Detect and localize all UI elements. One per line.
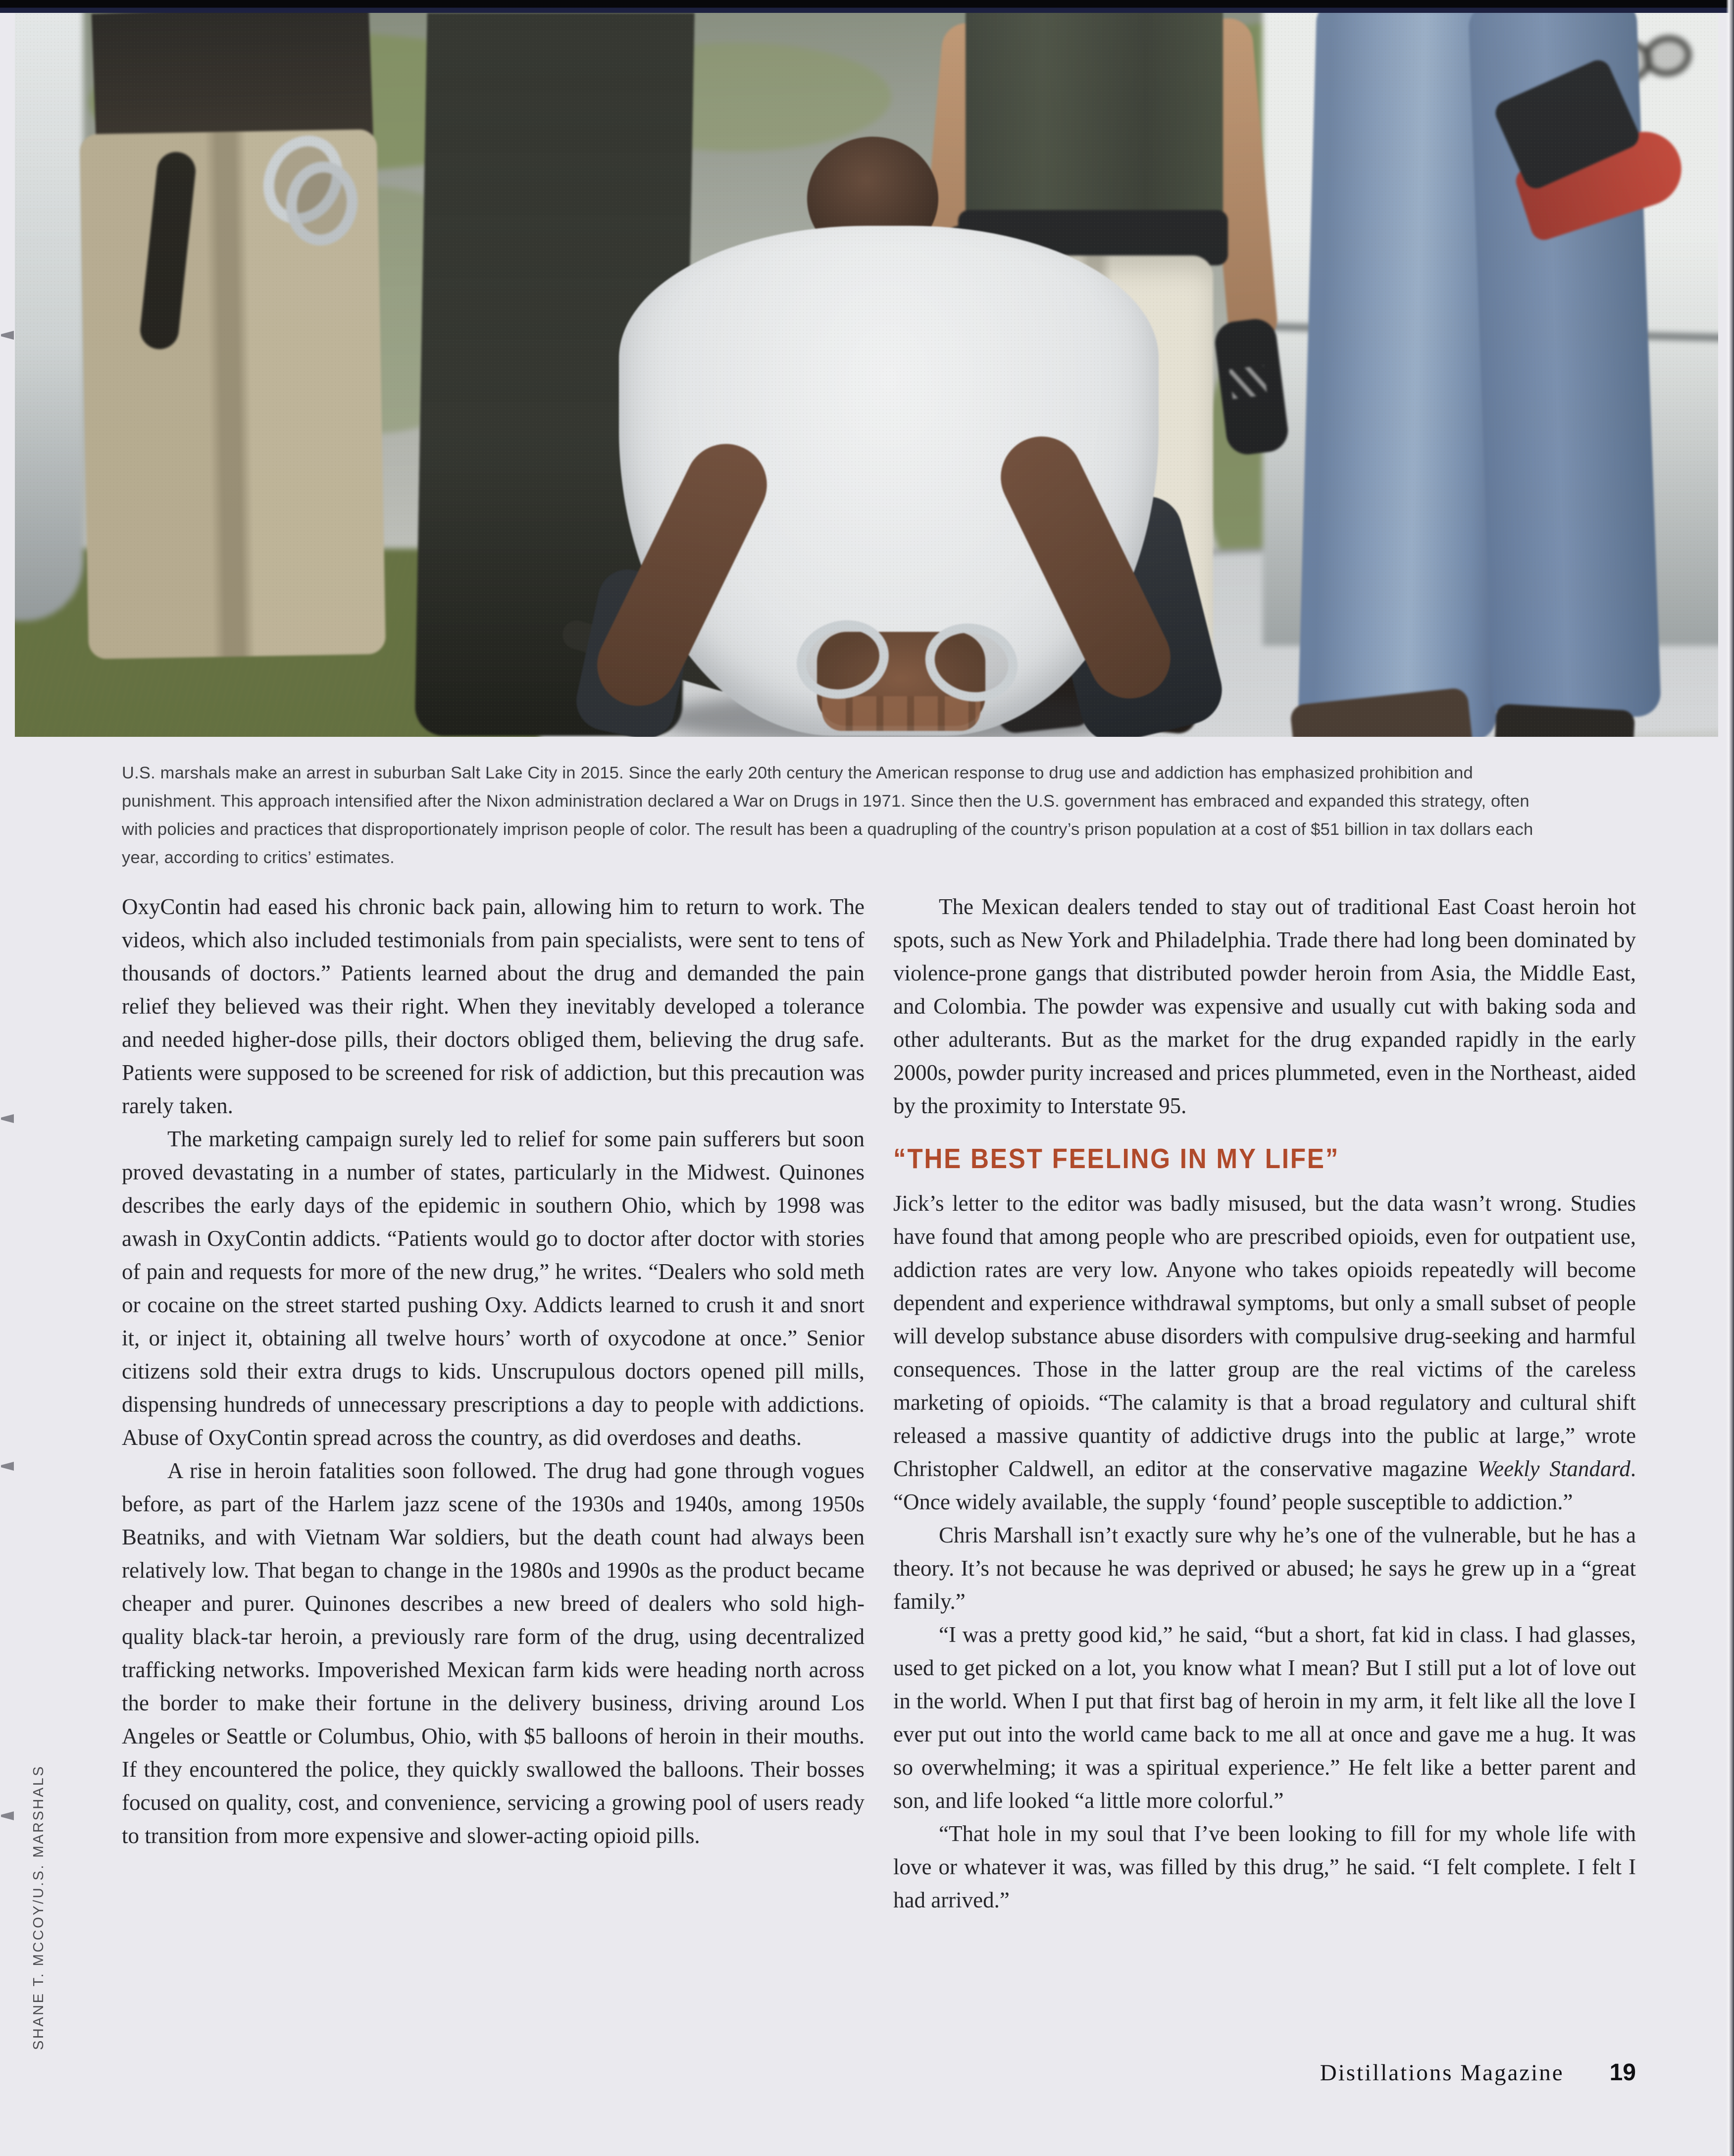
binding-mark [1, 1462, 14, 1471]
magazine-name: Distillations Magazine [1320, 2060, 1564, 2086]
body-paragraph: Jick’s letter to the editor was badly misused, but the data wasn’t wrong. Studies have found that among people who are prescribed opioids, even for outpatient use, addiction rates are very low. Anyone who takes opioids repeatedly will become dependent and experience withdrawal symptoms, but only a small subset of people will develop substance abuse disorders with compulsive drug-seeking and harmful consequences. Those in the latter group are the real victims of the careless marketing of opioids. “The calamity is that a broad regulatory and cultural shift released a massive quantity of addictive drugs into the public at large,” wrote Christopher Caldwell, an editor at the conservative magazine Weekly Standard. “Once widely available, the supply ‘found’ people susceptible to addiction.” [893, 1191, 1636, 1514]
article-column-right [893, 890, 1636, 1917]
body-paragraph: The Mexican dealers tended to stay out of traditional East Coast heroin hot spots, such as New York and Philadelphia. Trade there had long been dominated by violence-prone gangs that distributed powder heroin from Asia, the Middle East, and Colombia. The powder was expensive and usually cut with baking soda and other adulterants. But as the market for the drug expanded rapidly in the early 2000s, powder purity increased and prices plummeted, even in the Northeast, aided by the proximity to Interstate 95. [893, 894, 1636, 1118]
cuffed-hands [822, 696, 980, 731]
section-heading: “THE BEST FEELING IN MY LIFE” [893, 1143, 1340, 1175]
page-top-edge [0, 0, 1734, 13]
kneeling-man [584, 137, 1213, 737]
photo-credit: SHANE T. MCCOY/U.S. MARSHALS [31, 1764, 47, 2050]
arrest-photo [15, 13, 1718, 737]
body-paragraph: The marketing campaign surely led to relief for some pain sufferers but soon proved devastating in a number of states, particularly in the Midwest. Quinones describes the early days of the epidemic in southern Ohio, which by 1998 was awash in OxyContin addicts. “Patients would go to doctor after doctor with stories of pain and requests for more of the new drug,” he writes. “Dealers who sold meth or cocaine on the street started pushing Oxy. Addicts learned to crush it and snort it, or inject it, obtaining all twelve hours’ worth of oxycodone at once.” Senior citizens sold their extra drugs to kids. Unscrupulous doctors opened pill mills, dispensing hundreds of unnecessary prescriptions a day to people with addictions. Abuse of OxyContin spread across the country, as did overdoses and deaths. [122, 1127, 865, 1450]
binding-mark [1, 1114, 14, 1123]
article-column-left [122, 890, 865, 1917]
body-paragraph: “That hole in my soul that I’ve been looking to fill for my whole life with love or whatever it was, was filled by this drug,” he said. “I felt complete. I felt I had arrived.” [893, 1821, 1636, 1912]
binding-mark [1, 1811, 14, 1820]
body-paragraph: A rise in heroin fatalities soon followed. The drug had gone through vogues before, as part of the Harlem jazz scene of the 1930s and 1940s, among 1950s Beatniks, and with Vietnam War soldiers, but the death count had always been relatively low. That began to change in the 1980s and 1990s as the product became cheaper and purer. Quinones describes a new breed of dealers who sold high-quality black-tar heroin, a previously rare form of the drug, using decentralized trafficking networks. Impoverished Mexican farm kids were heading north across the border to make their fortune in the delivery business, driving around Los Angeles or Seattle or Columbus, Ohio, with $5 balloons of heroin in their mouths. If they encountered the police, they quickly swallowed the balloons. Their bosses focused on quality, cost, and convenience, servicing a growing pool of users ready to transition from more expensive and slower-acting opioid pills. [122, 1458, 865, 1848]
body-paragraph: Chris Marshall isn’t exactly sure why he’s one of the vulnerable, but he has a theory. It’s not because he was deprived or abused; he says he grew up in a “great family.” [893, 1523, 1636, 1614]
officer-khaki [64, 13, 391, 676]
body-paragraph: OxyContin had eased his chronic back pain, allowing him to return to work. The videos, which also included testimonials from pain specialists, were sent to tens of thousands of doctors.” Patients learned about the drug and demanded the pain relief they believed was their right. When they inevitably developed a tolerance and needed higher-dose pills, their doctors obliged them, believing the drug safe. Patients were supposed to be screened for risk of addiction, but this precaution was rarely taken. [122, 894, 865, 1118]
photo-caption: U.S. marshals make an arrest in suburban Salt Lake City in 2015. Since the early 20th century the American response to drug use and addiction has emphasized prohibition and punishment. This approach intensified after the Nixon administration declared a War on Drugs in 1971. Since then the U.S. government has embraced and expanded this strategy, often with policies and practices that disproportionately imprison people of color. The result has been a quadrupling of the country’s prison population at a cost of $51 billion in tax dollars each year, according to critics’ estimates. [122, 764, 1533, 867]
marshal-jeans [1307, 13, 1693, 737]
page-right-edge [1726, 0, 1734, 2156]
article-body [122, 890, 1636, 1917]
binding-mark [1, 331, 14, 340]
page-footer [122, 2059, 1636, 2086]
page-number: 19 [1609, 2059, 1636, 2086]
body-paragraph: “I was a pretty good kid,” he said, “but a short, fat kid in class. I had glasses, used to get picked on a lot, you know what I mean? But I still put a lot of love out in the world. When I put that first bag of heroin in my arm, it felt like all the love I ever put out into the world came back to me all at once and gave me a hug. It was so overwhelming; it was a spiritual experience.” He felt like a better parent and son, and life looked “a little more colorful.” [893, 1622, 1636, 1813]
